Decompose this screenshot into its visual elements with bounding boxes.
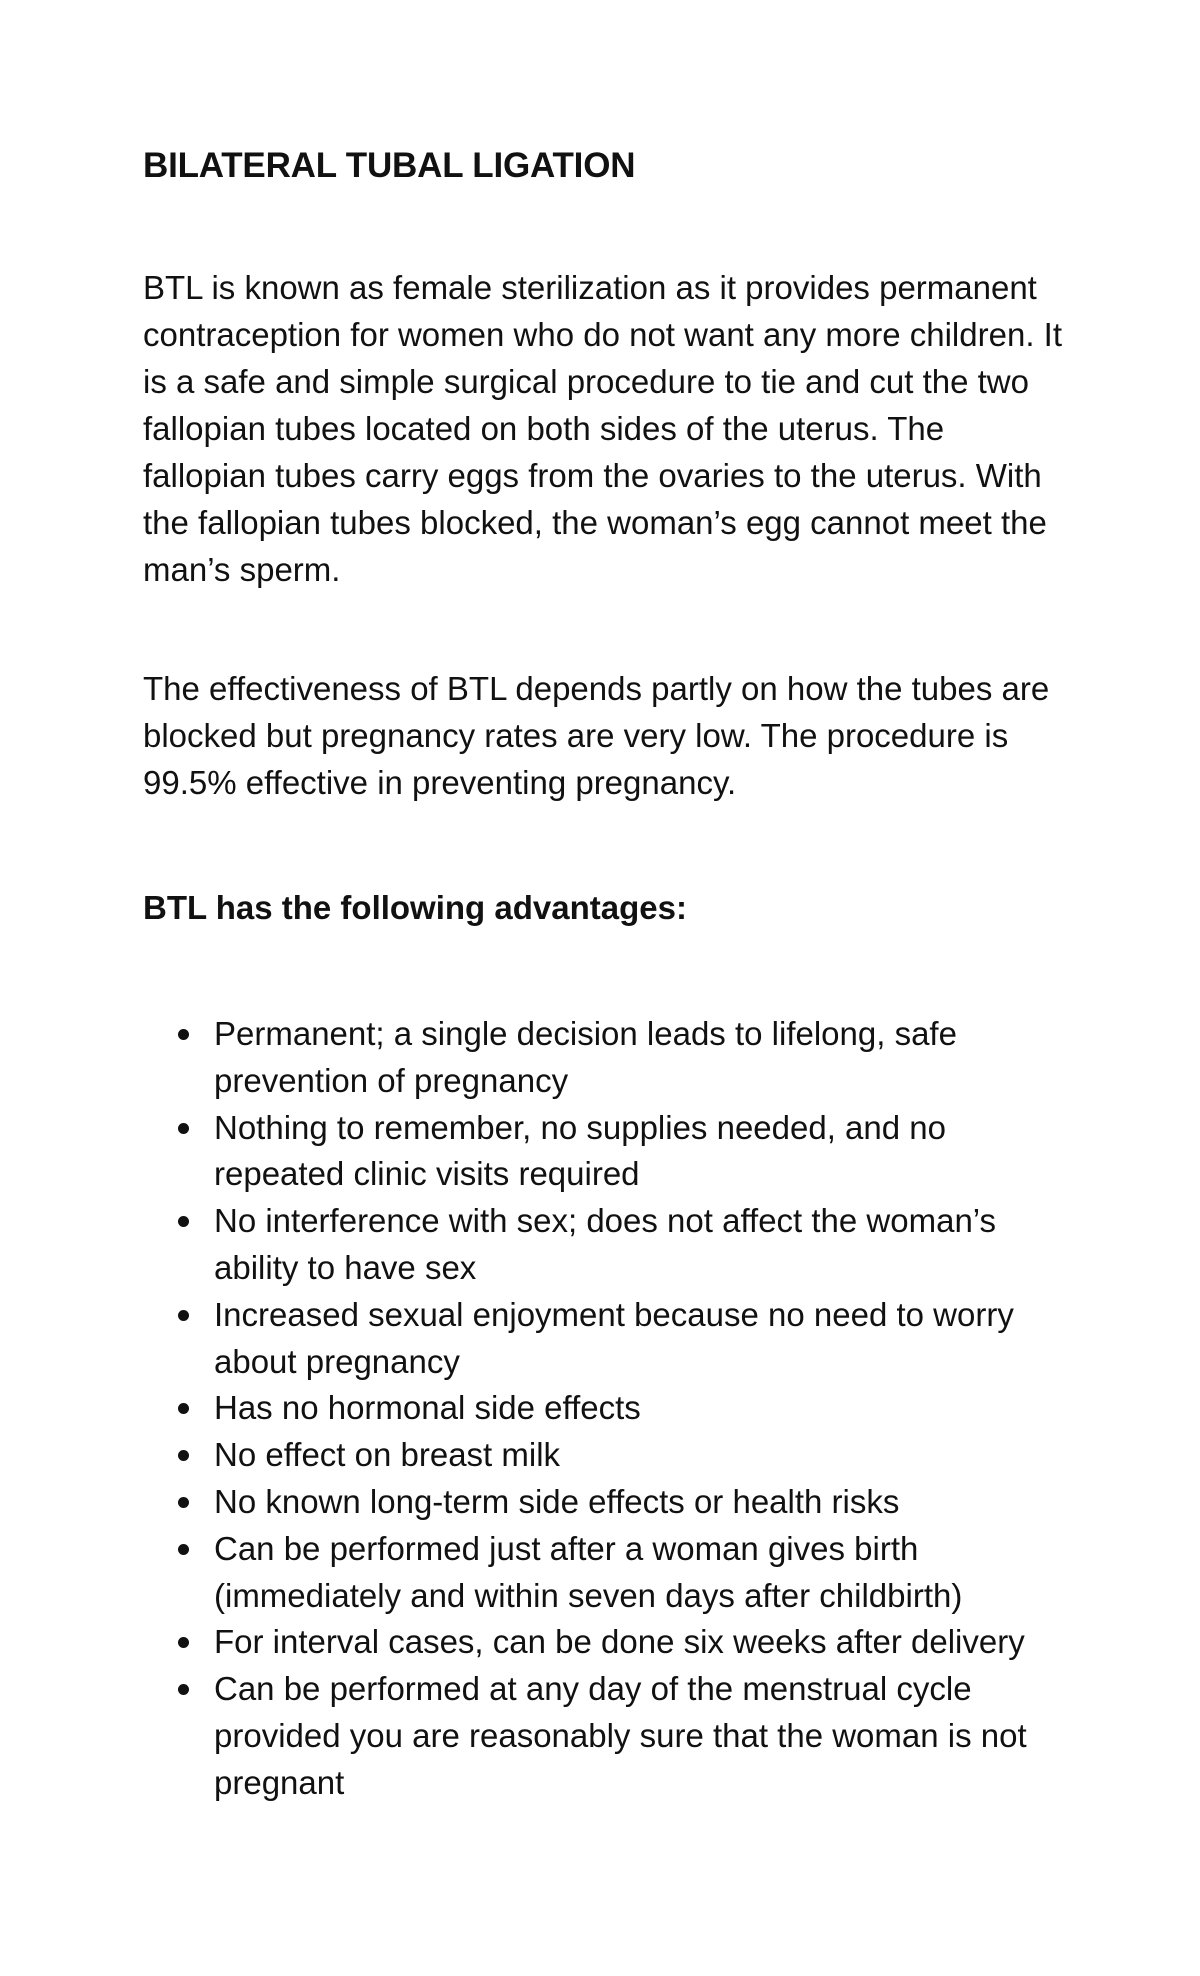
- list-item-text: No known long-term side effects or health risks: [214, 1482, 900, 1520]
- list-item: [143, 1011, 1073, 1105]
- bullet-icon: [178, 1497, 189, 1508]
- list-item: [143, 1432, 1073, 1479]
- list-item-text: For interval cases, can be done six weeks after delivery: [214, 1623, 1025, 1661]
- bullet-icon: [178, 1684, 189, 1695]
- list-item: [143, 1292, 1073, 1386]
- bullet-icon: [178, 1403, 189, 1414]
- list-item-text: Can be performed at any day of the menstrual cycle provided you are reasonably sure that the woman is not pregnant: [214, 1670, 1027, 1801]
- list-item: [143, 1385, 1073, 1432]
- bullet-icon: [178, 1216, 189, 1227]
- list-item: [143, 1526, 1073, 1620]
- advantages-list: [143, 1011, 1073, 1807]
- list-item: [143, 1479, 1073, 1526]
- bullet-icon: [178, 1637, 189, 1648]
- list-item: [143, 1619, 1073, 1666]
- effectiveness-paragraph: The effectiveness of BTL depends partly on how the tubes are blocked but pregnancy rates are very low. The procedure is 99.5% effective in preventing pregnancy.: [143, 670, 1050, 801]
- list-item: [143, 1666, 1073, 1806]
- bullet-icon: [178, 1310, 189, 1321]
- intro-paragraph: BTL is known as female sterilization as it provides permanent contraception for women who do not want any more children. It is a safe and simple surgical procedure to tie and cut the two fallopian tubes located on both sides of the uterus. The fallopian tubes carry eggs from the ovaries to the uterus. With the fallopian tubes blocked, the woman’s egg cannot meet the man’s sperm.: [143, 269, 1062, 588]
- list-item: [143, 1105, 1073, 1199]
- list-item-text: Nothing to remember, no supplies needed, and no repeated clinic visits required: [214, 1108, 946, 1193]
- list-item: [143, 1198, 1073, 1292]
- bullet-icon: [178, 1544, 189, 1555]
- bullet-icon: [178, 1123, 189, 1134]
- list-item-text: Can be performed just after a woman gives birth (immediately and within seven days after childbirth): [214, 1529, 963, 1614]
- document-content: [143, 142, 1073, 1807]
- list-item-text: Permanent; a single decision leads to lifelong, safe prevention of pregnancy: [214, 1015, 957, 1099]
- list-item-text: No effect on breast milk: [214, 1436, 561, 1474]
- list-item-text: Has no hormonal side effects: [214, 1389, 641, 1427]
- advantages-heading: BTL has the following advantages:: [143, 889, 687, 926]
- document-title: BILATERAL TUBAL LIGATION: [143, 146, 636, 185]
- bullet-icon: [178, 1450, 189, 1461]
- bullet-icon: [178, 1029, 189, 1040]
- list-item-text: No interference with sex; does not affect the woman’s ability to have sex: [214, 1202, 997, 1286]
- list-item-text: Increased sexual enjoyment because no need to worry about pregnancy: [214, 1295, 1014, 1380]
